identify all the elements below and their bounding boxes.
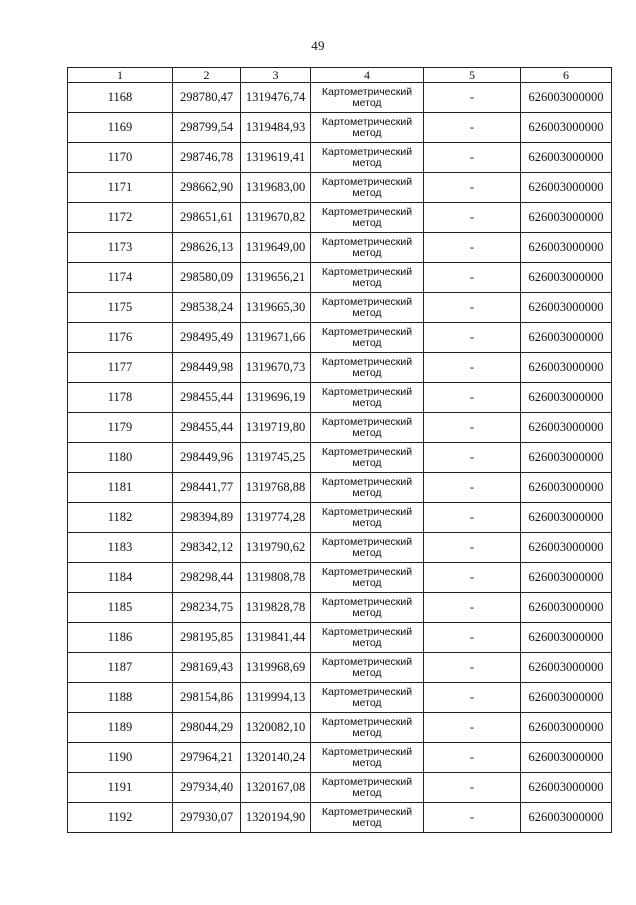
method-line-1: Картометрический <box>321 565 413 578</box>
coordinate-y-cell: 1320140,24 <box>241 743 311 773</box>
point-number-cell: 1174 <box>68 263 173 293</box>
page-number: 49 <box>311 38 325 53</box>
method-cell <box>311 683 424 713</box>
column-5-cell: - <box>424 323 521 353</box>
point-number-cell: 1188 <box>68 683 173 713</box>
table-row <box>68 593 612 623</box>
coordinate-y-cell: 1319994,13 <box>241 683 311 713</box>
table-row <box>68 383 612 413</box>
method-line-2: метод <box>352 156 382 169</box>
coordinate-x-cell: 298044,29 <box>173 713 241 743</box>
point-number-cell: 1172 <box>68 203 173 233</box>
method-line-2: метод <box>352 366 382 379</box>
table-row <box>68 353 612 383</box>
method-line-2: метод <box>352 246 382 259</box>
header-col-2: 2 <box>173 68 241 83</box>
coordinate-y-cell: 1319656,21 <box>241 263 311 293</box>
code-cell: 626003000000 <box>521 743 612 773</box>
method-line-1: Картометрический <box>321 235 413 248</box>
table-row <box>68 263 612 293</box>
method-line-1: Картометрический <box>321 685 413 698</box>
point-number-cell: 1177 <box>68 353 173 383</box>
column-5-cell: - <box>424 113 521 143</box>
coordinate-x-cell: 298626,13 <box>173 233 241 263</box>
point-number-cell: 1190 <box>68 743 173 773</box>
coordinate-y-cell: 1319696,19 <box>241 383 311 413</box>
point-number-cell: 1180 <box>68 443 173 473</box>
method-line-1: Картометрический <box>321 745 413 758</box>
column-5-cell: - <box>424 533 521 563</box>
point-number-cell: 1178 <box>68 383 173 413</box>
code-cell: 626003000000 <box>521 143 612 173</box>
method-cell <box>311 593 424 623</box>
method-line-1: Картометрический <box>321 205 413 218</box>
column-5-cell: - <box>424 623 521 653</box>
method-cell <box>311 623 424 653</box>
method-cell <box>311 173 424 203</box>
method-line-2: метод <box>352 816 382 829</box>
point-number-cell: 1179 <box>68 413 173 443</box>
method-cell <box>311 413 424 443</box>
coordinate-y-cell: 1319719,80 <box>241 413 311 443</box>
point-number-cell: 1184 <box>68 563 173 593</box>
point-number-cell: 1182 <box>68 503 173 533</box>
method-line-2: метод <box>352 606 382 619</box>
coordinate-x-cell: 298495,49 <box>173 323 241 353</box>
column-5-cell: - <box>424 383 521 413</box>
table-row <box>68 683 612 713</box>
method-line-2: метод <box>352 756 382 769</box>
column-5-cell: - <box>424 173 521 203</box>
coordinate-y-cell: 1319841,44 <box>241 623 311 653</box>
coordinate-x-cell: 298538,24 <box>173 293 241 323</box>
table-row <box>68 173 612 203</box>
method-cell <box>311 143 424 173</box>
point-number-cell: 1170 <box>68 143 173 173</box>
table-row <box>68 443 612 473</box>
method-line-2: метод <box>352 426 382 439</box>
table-row <box>68 323 612 353</box>
method-cell <box>311 803 424 833</box>
coordinate-x-cell: 298154,86 <box>173 683 241 713</box>
method-line-1: Картометрический <box>321 775 413 788</box>
method-line-2: метод <box>352 786 382 799</box>
column-5-cell: - <box>424 83 521 113</box>
coordinate-x-cell: 298780,47 <box>173 83 241 113</box>
header-col-1: 1 <box>68 68 173 83</box>
column-5-cell: - <box>424 353 521 383</box>
method-line-1: Картометрический <box>321 385 413 398</box>
point-number-cell: 1183 <box>68 533 173 563</box>
coordinate-y-cell: 1319808,78 <box>241 563 311 593</box>
column-5-cell: - <box>424 593 521 623</box>
table-row <box>68 533 612 563</box>
coordinate-x-cell: 298394,89 <box>173 503 241 533</box>
code-cell: 626003000000 <box>521 473 612 503</box>
method-cell <box>311 713 424 743</box>
table-row <box>68 503 612 533</box>
column-5-cell: - <box>424 263 521 293</box>
table-row <box>68 413 612 443</box>
coordinate-x-cell: 297934,40 <box>173 773 241 803</box>
coordinate-y-cell: 1319476,74 <box>241 83 311 113</box>
coordinate-y-cell: 1319745,25 <box>241 443 311 473</box>
code-cell: 626003000000 <box>521 203 612 233</box>
table-row <box>68 293 612 323</box>
coordinate-x-cell: 298234,75 <box>173 593 241 623</box>
coordinate-y-cell: 1319670,73 <box>241 353 311 383</box>
method-line-2: метод <box>352 126 382 139</box>
coordinate-x-cell: 298169,43 <box>173 653 241 683</box>
method-line-2: метод <box>352 636 382 649</box>
point-number-cell: 1189 <box>68 713 173 743</box>
table-row <box>68 653 612 683</box>
coordinate-y-cell: 1319968,69 <box>241 653 311 683</box>
table-row <box>68 143 612 173</box>
method-line-1: Картометрический <box>321 805 413 818</box>
coordinate-y-cell: 1319484,93 <box>241 113 311 143</box>
code-cell: 626003000000 <box>521 173 612 203</box>
table-row <box>68 743 612 773</box>
coordinate-x-cell: 298455,44 <box>173 383 241 413</box>
coordinate-x-cell: 298651,61 <box>173 203 241 233</box>
column-5-cell: - <box>424 293 521 323</box>
table-body <box>68 83 612 833</box>
column-5-cell: - <box>424 443 521 473</box>
header-col-6: 6 <box>521 68 612 83</box>
coordinate-y-cell: 1319671,66 <box>241 323 311 353</box>
coordinate-y-cell: 1319768,88 <box>241 473 311 503</box>
method-line-2: метод <box>352 96 382 109</box>
point-number-cell: 1187 <box>68 653 173 683</box>
method-cell <box>311 203 424 233</box>
method-cell <box>311 503 424 533</box>
table-row <box>68 203 612 233</box>
column-5-cell: - <box>424 713 521 743</box>
table-row <box>68 803 612 833</box>
code-cell: 626003000000 <box>521 803 612 833</box>
method-line-2: метод <box>352 216 382 229</box>
coordinate-x-cell: 298662,90 <box>173 173 241 203</box>
coordinate-y-cell: 1319665,30 <box>241 293 311 323</box>
method-line-2: метод <box>352 486 382 499</box>
coordinate-y-cell: 1319828,78 <box>241 593 311 623</box>
method-line-1: Картометрический <box>321 355 413 368</box>
code-cell: 626003000000 <box>521 233 612 263</box>
method-cell <box>311 353 424 383</box>
point-number-cell: 1185 <box>68 593 173 623</box>
method-cell <box>311 473 424 503</box>
table-row <box>68 473 612 503</box>
point-number-cell: 1173 <box>68 233 173 263</box>
code-cell: 626003000000 <box>521 353 612 383</box>
table-row <box>68 563 612 593</box>
method-cell <box>311 383 424 413</box>
method-line-1: Картометрический <box>321 175 413 188</box>
code-cell: 626003000000 <box>521 593 612 623</box>
point-number-cell: 1169 <box>68 113 173 143</box>
column-5-cell: - <box>424 233 521 263</box>
code-cell: 626003000000 <box>521 413 612 443</box>
header-col-5: 5 <box>424 68 521 83</box>
coordinate-x-cell: 298449,98 <box>173 353 241 383</box>
column-5-cell: - <box>424 683 521 713</box>
point-number-cell: 1176 <box>68 323 173 353</box>
coordinate-y-cell: 1319670,82 <box>241 203 311 233</box>
code-cell: 626003000000 <box>521 773 612 803</box>
method-cell <box>311 263 424 293</box>
method-line-2: метод <box>352 726 382 739</box>
method-line-1: Картометрический <box>321 295 413 308</box>
code-cell: 626003000000 <box>521 623 612 653</box>
method-line-2: метод <box>352 696 382 709</box>
column-5-cell: - <box>424 413 521 443</box>
point-number-cell: 1175 <box>68 293 173 323</box>
column-5-cell: - <box>424 563 521 593</box>
coordinate-y-cell: 1319649,00 <box>241 233 311 263</box>
method-cell <box>311 83 424 113</box>
method-line-1: Картометрический <box>321 475 413 488</box>
coordinate-y-cell: 1320082,10 <box>241 713 311 743</box>
coordinate-x-cell: 297964,21 <box>173 743 241 773</box>
coordinates-table <box>67 67 612 833</box>
method-line-1: Картометрический <box>321 115 413 128</box>
column-5-cell: - <box>424 203 521 233</box>
method-line-2: метод <box>352 546 382 559</box>
table-row <box>68 773 612 803</box>
coordinate-x-cell: 298195,85 <box>173 623 241 653</box>
coordinate-x-cell: 298298,44 <box>173 563 241 593</box>
column-5-cell: - <box>424 503 521 533</box>
method-line-2: метод <box>352 396 382 409</box>
method-line-1: Картометрический <box>321 715 413 728</box>
method-line-2: метод <box>352 336 382 349</box>
code-cell: 626003000000 <box>521 443 612 473</box>
coordinate-x-cell: 298455,44 <box>173 413 241 443</box>
method-line-1: Картометрический <box>321 535 413 548</box>
column-5-cell: - <box>424 653 521 683</box>
method-cell <box>311 563 424 593</box>
method-line-2: метод <box>352 666 382 679</box>
table-row <box>68 713 612 743</box>
point-number-cell: 1191 <box>68 773 173 803</box>
method-cell <box>311 653 424 683</box>
method-line-1: Картометрический <box>321 145 413 158</box>
header-col-4: 4 <box>311 68 424 83</box>
coordinate-y-cell: 1319774,28 <box>241 503 311 533</box>
coordinate-y-cell: 1320167,08 <box>241 773 311 803</box>
code-cell: 626003000000 <box>521 293 612 323</box>
point-number-cell: 1168 <box>68 83 173 113</box>
column-5-cell: - <box>424 143 521 173</box>
method-line-2: метод <box>352 516 382 529</box>
method-cell <box>311 533 424 563</box>
coordinate-x-cell: 298441,77 <box>173 473 241 503</box>
code-cell: 626003000000 <box>521 563 612 593</box>
method-line-1: Картометрический <box>321 85 413 98</box>
coordinate-x-cell: 298342,12 <box>173 533 241 563</box>
method-line-1: Картометрический <box>321 265 413 278</box>
method-cell <box>311 773 424 803</box>
code-cell: 626003000000 <box>521 263 612 293</box>
method-cell <box>311 323 424 353</box>
method-line-1: Картометрический <box>321 445 413 458</box>
column-5-cell: - <box>424 473 521 503</box>
method-line-1: Картометрический <box>321 415 413 428</box>
point-number-cell: 1181 <box>68 473 173 503</box>
coordinate-x-cell: 297930,07 <box>173 803 241 833</box>
method-line-1: Картометрический <box>321 655 413 668</box>
code-cell: 626003000000 <box>521 683 612 713</box>
method-line-2: метод <box>352 456 382 469</box>
code-cell: 626003000000 <box>521 323 612 353</box>
method-line-1: Картометрический <box>321 505 413 518</box>
coordinate-y-cell: 1320194,90 <box>241 803 311 833</box>
coordinate-x-cell: 298746,78 <box>173 143 241 173</box>
coordinate-y-cell: 1319619,41 <box>241 143 311 173</box>
point-number-cell: 1171 <box>68 173 173 203</box>
coordinate-y-cell: 1319683,00 <box>241 173 311 203</box>
header-col-3: 3 <box>241 68 311 83</box>
code-cell: 626003000000 <box>521 653 612 683</box>
method-line-2: метод <box>352 576 382 589</box>
coordinate-x-cell: 298799,54 <box>173 113 241 143</box>
table-row <box>68 233 612 263</box>
method-line-2: метод <box>352 306 382 319</box>
method-cell <box>311 743 424 773</box>
coordinate-y-cell: 1319790,62 <box>241 533 311 563</box>
code-cell: 626003000000 <box>521 83 612 113</box>
code-cell: 626003000000 <box>521 503 612 533</box>
code-cell: 626003000000 <box>521 713 612 743</box>
table-row <box>68 623 612 653</box>
method-line-1: Картометрический <box>321 595 413 608</box>
column-5-cell: - <box>424 743 521 773</box>
coordinate-x-cell: 298449,96 <box>173 443 241 473</box>
method-line-2: метод <box>352 276 382 289</box>
method-line-2: метод <box>352 186 382 199</box>
method-cell <box>311 113 424 143</box>
column-5-cell: - <box>424 773 521 803</box>
table-row <box>68 113 612 143</box>
method-line-1: Картометрический <box>321 325 413 338</box>
table-header-row <box>68 68 612 83</box>
method-line-1: Картометрический <box>321 625 413 638</box>
method-cell <box>311 293 424 323</box>
point-number-cell: 1192 <box>68 803 173 833</box>
point-number-cell: 1186 <box>68 623 173 653</box>
code-cell: 626003000000 <box>521 383 612 413</box>
code-cell: 626003000000 <box>521 533 612 563</box>
method-cell <box>311 233 424 263</box>
coordinate-x-cell: 298580,09 <box>173 263 241 293</box>
code-cell: 626003000000 <box>521 113 612 143</box>
table-row <box>68 83 612 113</box>
column-5-cell: - <box>424 803 521 833</box>
method-cell <box>311 443 424 473</box>
